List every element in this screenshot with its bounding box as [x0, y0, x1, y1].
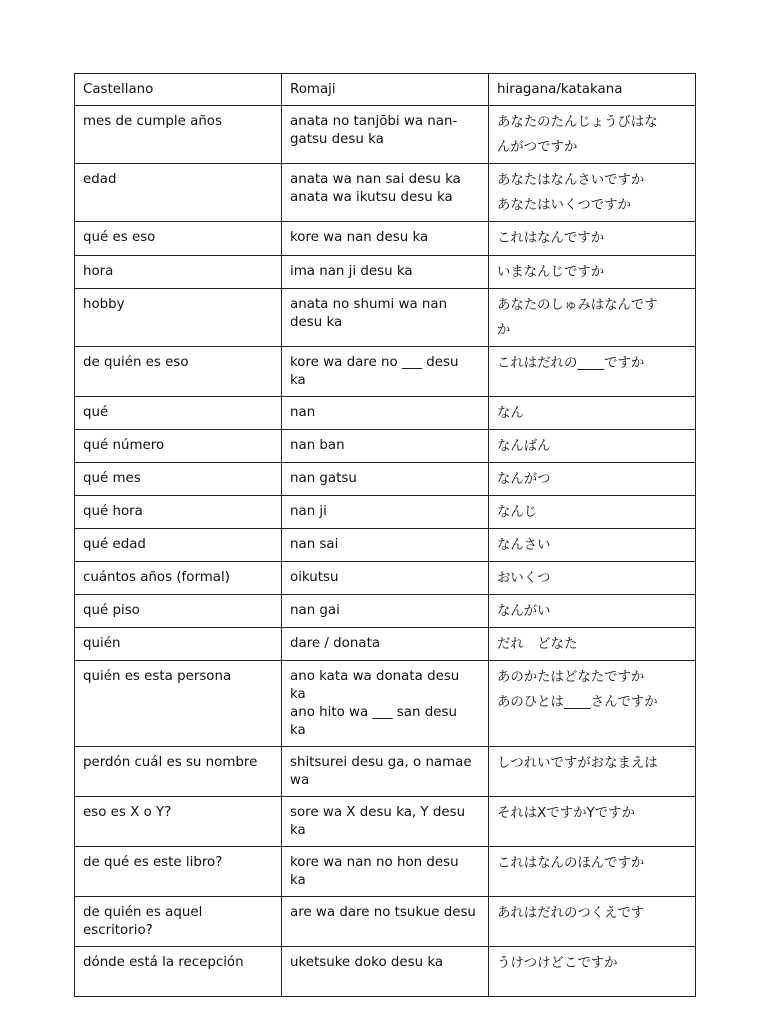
table-row — [75, 430, 696, 463]
table-row — [75, 347, 696, 397]
table-row — [75, 897, 696, 947]
cell-kana: なんじ — [489, 496, 696, 529]
cell-romaji: nan gatsu — [282, 463, 489, 496]
vocabulary-table — [74, 73, 696, 997]
cell-romaji: nan ban — [282, 430, 489, 463]
cell-castellano: hora — [75, 256, 282, 289]
cell-kana: なんがつ — [489, 463, 696, 496]
cell-romaji: uketsuke doko desu ka — [282, 947, 489, 997]
cell-castellano: de qué es este libro? — [75, 847, 282, 897]
table-row — [75, 747, 696, 797]
cell-kana: いまなんじですか — [489, 256, 696, 289]
cell-castellano: dónde está la recepción — [75, 947, 282, 997]
cell-castellano: eso es X o Y? — [75, 797, 282, 847]
cell-romaji: are wa dare no tsukue desu — [282, 897, 489, 947]
table-row — [75, 397, 696, 430]
cell-romaji: kore wa dare no ___ desu ka — [282, 347, 489, 397]
cell-romaji: nan ji — [282, 496, 489, 529]
header-romaji: Romaji — [282, 74, 489, 106]
table-row — [75, 106, 696, 164]
cell-castellano: cuántos años (formal) — [75, 562, 282, 595]
cell-kana: なんがい — [489, 595, 696, 628]
cell-castellano: de quién es eso — [75, 347, 282, 397]
header-row — [75, 74, 696, 106]
cell-kana: これはなんですか — [489, 222, 696, 256]
cell-castellano: qué — [75, 397, 282, 430]
cell-kana: あなたのしゅみはなんです か — [489, 289, 696, 347]
cell-romaji: oikutsu — [282, 562, 489, 595]
cell-castellano: de quién es aquel escritorio? — [75, 897, 282, 947]
cell-kana: これはなんのほんですか — [489, 847, 696, 897]
table-row — [75, 661, 696, 747]
cell-kana: なんばん — [489, 430, 696, 463]
cell-romaji: nan sai — [282, 529, 489, 562]
cell-romaji: nan gai — [282, 595, 489, 628]
table-row — [75, 222, 696, 256]
cell-kana: しつれいですがおなまえは — [489, 747, 696, 797]
table-row — [75, 463, 696, 496]
cell-romaji: nan — [282, 397, 489, 430]
header-kana: hiragana/katakana — [489, 74, 696, 106]
cell-kana: おいくつ — [489, 562, 696, 595]
header-castellano: Castellano — [75, 74, 282, 106]
cell-kana: あなたはなんさいですか あなたはいくつですか — [489, 164, 696, 222]
table-row — [75, 529, 696, 562]
cell-kana: だれ どなた — [489, 628, 696, 661]
cell-castellano: quién es esta persona — [75, 661, 282, 747]
cell-castellano: qué mes — [75, 463, 282, 496]
cell-romaji: dare / donata — [282, 628, 489, 661]
table-row — [75, 797, 696, 847]
table-row — [75, 164, 696, 222]
cell-kana: なん — [489, 397, 696, 430]
cell-romaji: shitsurei desu ga, o namae wa — [282, 747, 489, 797]
table-row — [75, 847, 696, 897]
table-row — [75, 289, 696, 347]
cell-kana: それはXですかYですか — [489, 797, 696, 847]
cell-romaji: kore wa nan no hon desu ka — [282, 847, 489, 897]
table-body — [75, 106, 696, 997]
cell-kana: うけつけどこですか — [489, 947, 696, 997]
table-row — [75, 595, 696, 628]
cell-castellano: qué es eso — [75, 222, 282, 256]
cell-kana: これはだれの____ですか — [489, 347, 696, 397]
cell-kana: なんさい — [489, 529, 696, 562]
cell-castellano: qué número — [75, 430, 282, 463]
table-row — [75, 256, 696, 289]
cell-castellano: qué hora — [75, 496, 282, 529]
cell-romaji: anata no shumi wa nan desu ka — [282, 289, 489, 347]
cell-romaji: anata no tanjōbi wa nan- gatsu desu ka — [282, 106, 489, 164]
cell-kana: あれはだれのつくえです — [489, 897, 696, 947]
table-row — [75, 628, 696, 661]
cell-castellano: perdón cuál es su nombre — [75, 747, 282, 797]
cell-romaji: sore wa X desu ka, Y desu ka — [282, 797, 489, 847]
cell-romaji: anata wa nan sai desu ka anata wa ikutsu desu ka — [282, 164, 489, 222]
cell-castellano: mes de cumple años — [75, 106, 282, 164]
cell-castellano: edad — [75, 164, 282, 222]
cell-castellano: quién — [75, 628, 282, 661]
cell-castellano: qué piso — [75, 595, 282, 628]
table-row — [75, 562, 696, 595]
cell-kana: あなたのたんじょうびはな んがつですか — [489, 106, 696, 164]
cell-romaji: kore wa nan desu ka — [282, 222, 489, 256]
table-row — [75, 947, 696, 997]
cell-kana: あのかたはどなたですか あのひとは____さんですか — [489, 661, 696, 747]
cell-romaji: ima nan ji desu ka — [282, 256, 489, 289]
table-row — [75, 496, 696, 529]
cell-castellano: hobby — [75, 289, 282, 347]
cell-romaji: ano kata wa donata desu ka ano hito wa ___ san desu ka — [282, 661, 489, 747]
cell-castellano: qué edad — [75, 529, 282, 562]
